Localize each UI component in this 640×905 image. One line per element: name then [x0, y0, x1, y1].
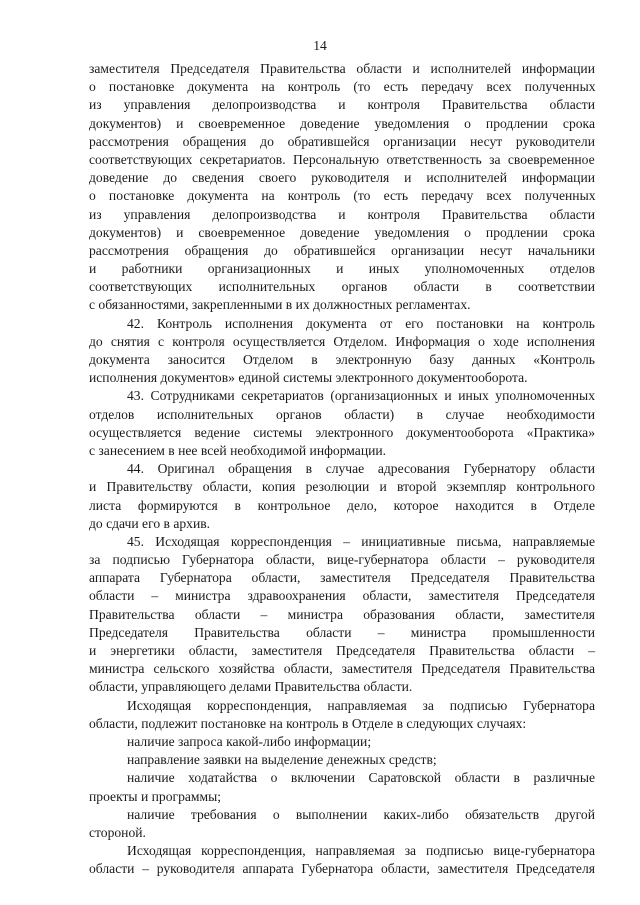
text-line: из управления делопроизводства и контроля Правительства области: [89, 206, 595, 222]
text-line: области, управляющего делами Правительства области.: [89, 679, 413, 695]
text-line: и энергетики области, заместителя Председателя Правительства области –: [89, 643, 595, 658]
text-line: отделов исполнительных органов области) в случае необходимости: [89, 406, 595, 422]
text-line: документа заносится Отделом в электронную базу данных «Контроль: [89, 352, 595, 367]
text-line: о постановке документа на контроль (то есть передачу всех полученных: [89, 79, 595, 95]
text-line: Исходящая корреспонденция, направляемая за подписью Губернатора: [127, 697, 595, 713]
text-line: Председателя Правительства области – министра промышленности: [89, 624, 595, 640]
text-line: из управления делопроизводства и контроля Правительства области: [89, 97, 595, 113]
text-line: 45. Исходящая корреспонденция – инициативные письма, направляемые: [127, 533, 595, 549]
text-line: наличие запроса какой-либо информации;: [127, 733, 372, 749]
text-line: соответствующих исполнительных органов области в соответствии: [89, 279, 595, 295]
text-line: наличие требования о выполнении каких-либо обязательств другой: [127, 806, 595, 822]
text-line: исполнения документов» единой системы электронного документооборота.: [89, 370, 528, 386]
text-line: с занесением в нее всей необходимой информации.: [89, 442, 387, 458]
text-line: рассмотрения обращения до обратившейся организации несут руководители: [89, 133, 595, 149]
text-line: до снятия с контроля осуществляется Отделом. Информация о ходе исполнения: [89, 333, 595, 349]
text-line: осуществляется ведение системы электронного документооборота «Практика»: [89, 424, 595, 440]
text-line: наличие ходатайства о включении Саратовской области в различные: [127, 770, 595, 786]
text-line: соответствующих секретариатов. Персональную ответственность за своевременное: [89, 151, 595, 167]
text-line: 44. Оригинал обращения в случае адресования Губернатору области: [127, 461, 595, 477]
text-line: и Правительству области, копия резолюции и второй экземпляр контрольного: [89, 479, 595, 495]
text-line: до сдачи его в архив.: [89, 515, 211, 531]
text-line: области, подлежит постановке на контроль в Отделе в следующих случаях:: [89, 715, 527, 731]
text-line: за подписью Губернатора области, вице-губернатора области – руководителя: [89, 552, 595, 568]
text-line: документов) и своевременное доведение уведомления о продлении срока: [89, 115, 595, 131]
text-line: стороной.: [89, 824, 146, 840]
text-line: Правительства области – министра образования области, заместителя: [89, 606, 595, 622]
text-line: с обязанностями, закрепленными в их должностных регламентах.: [89, 297, 471, 313]
text-line: рассмотрения обращения до обратившейся организации несут начальники: [89, 242, 595, 258]
text-line: проекты и программы;: [89, 788, 222, 804]
text-line: 42. Контроль исполнения документа от его постановки на контроль: [127, 315, 595, 331]
text-line: и работники организационных и иных уполномоченных отделов: [89, 261, 595, 277]
text-line: Исходящая корреспонденция, направляемая за подписью вице-губернатора: [127, 843, 595, 859]
text-line: 43. Сотрудниками секретариатов (организационных и иных уполномоченных: [127, 388, 595, 404]
text-line: о постановке документа на контроль (то есть передачу всех полученных: [89, 188, 595, 204]
text-line: заместителя Председателя Правительства области и исполнителей информации: [89, 61, 595, 76]
text-line: направление заявки на выделение денежных средств;: [127, 752, 437, 768]
text-line: области – руководителя аппарата Губернатора области, заместителя Председателя: [89, 861, 595, 877]
text-line: аппарата Губернатора области, заместителя Председателя Правительства: [89, 570, 595, 586]
text-line: листа формируются в контрольное дело, которое находится в Отделе: [89, 497, 595, 513]
text-line: доведение до сведения своего руководителя и исполнителей информации: [89, 170, 595, 186]
body-text: [89, 60, 595, 878]
page-number: 14: [313, 38, 327, 53]
text-line: документов) и своевременное доведение уведомления о продлении срока: [89, 224, 595, 240]
text-line: области – министра здравоохранения области, заместителя Председателя: [89, 588, 595, 604]
text-line: министра сельского хозяйства области, заместителя Председателя Правительства: [89, 661, 595, 677]
